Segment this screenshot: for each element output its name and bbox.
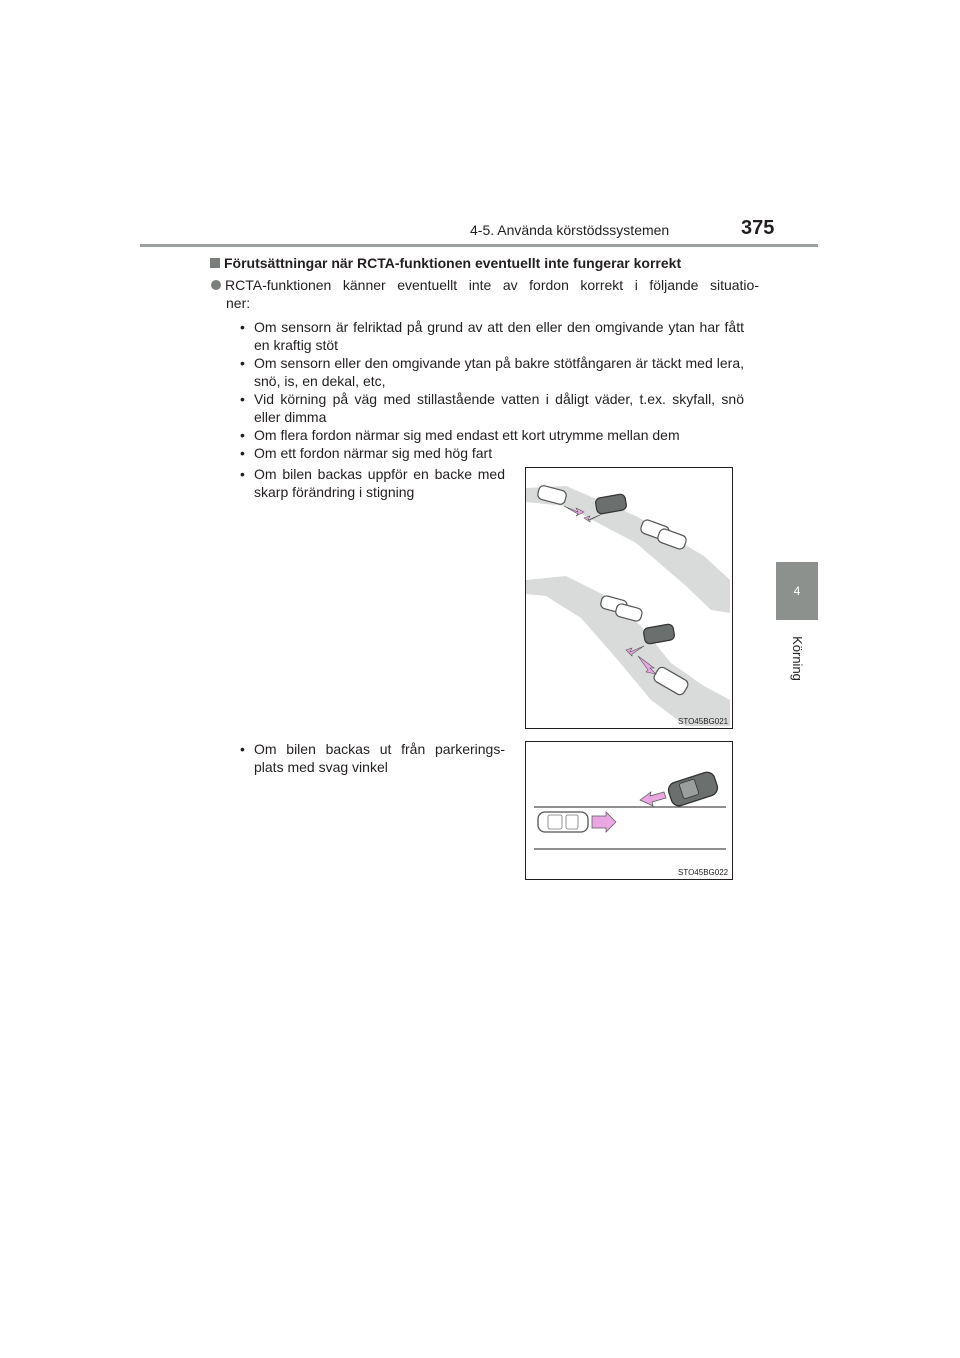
arrow-icon	[640, 792, 666, 806]
figure-code: STO45BG021	[678, 717, 729, 726]
figure-code: STO45BG022	[678, 868, 729, 877]
heading-square-icon	[210, 258, 220, 268]
hill-illustration	[526, 468, 732, 728]
header-rule	[140, 244, 818, 247]
car-icon	[666, 770, 719, 808]
main-bullet: RCTA-funktionen känner eventuellt inte av fordon korrekt i följande situatio- ner:	[211, 276, 759, 312]
parking-figure	[525, 741, 733, 880]
condition-item: • Om sensorn är felriktad på grund av att den eller den omgivande ytan har fått en kraftig stöt	[240, 318, 744, 354]
bullet-dot-icon	[211, 280, 221, 290]
car-icon	[643, 624, 675, 645]
chapter-label: Körning	[789, 635, 805, 681]
condition-parking: • Om bilen backas ut från parkerings-plats med svag vinkel	[240, 740, 505, 776]
section-heading: Förutsättningar när RCTA-funktionen eventuellt inte fungerar korrekt	[210, 255, 681, 271]
condition-item: • Om ett fordon närmar sig med hög fart	[240, 444, 744, 462]
chapter-number: 4	[793, 584, 801, 598]
condition-item: • Vid körning på väg med stillastående vatten i dåligt väder, t.ex. skyfall, snö eller dimma	[240, 390, 744, 426]
chapter-tab	[776, 562, 818, 620]
car-icon	[538, 812, 588, 832]
condition-list	[240, 318, 744, 462]
hill-figure	[525, 467, 733, 729]
parking-illustration	[526, 742, 732, 879]
arrow-icon	[592, 812, 616, 832]
section-title: 4-5. Använda körstödssystemen	[470, 222, 670, 238]
condition-hill: • Om bilen backas uppför en backe med skarp förändring i stigning	[240, 465, 505, 501]
page-number: 375	[741, 217, 775, 239]
condition-item: • Om sensorn eller den omgivande ytan på bakre stötfångaren är täckt med lera, snö, is, en dekal, etc,	[240, 354, 744, 390]
condition-item: • Om flera fordon närmar sig med endast ett kort utrymme mellan dem	[240, 426, 744, 444]
